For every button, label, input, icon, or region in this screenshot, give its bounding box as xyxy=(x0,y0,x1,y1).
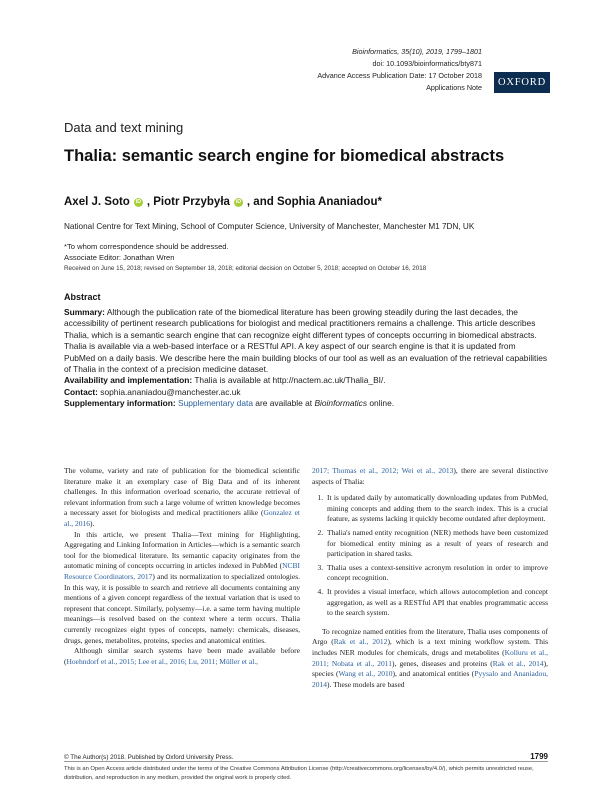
summary-text: Although the publication rate of the biomedical literature has been growing steadily during the last decades, the accessibility of pertinent research publications for biologist and medical practitioners remains a challenge. This article describes Thalia, which is a semantic search engine that can recognize eight different types of concepts occurring in biomedical abstracts. Thalia is available via a web-based interface or a RESTful API. A key aspect of our search engine is that it is updated from PubMed on a daily basis. We describe here the main building blocks of our tool as well as an evaluation of the retrieval capabilities of Thalia in the context of a precision medicine dataset. xyxy=(64,307,548,375)
citation-link[interactable]: Wang et al., 2010 xyxy=(338,669,393,679)
correspondence-note: *To whom correspondence should be addressed. xyxy=(64,242,229,251)
list-item: 3. Thalia uses a context-sensitive acronym resolution in order to improve concept recognition. xyxy=(325,563,548,584)
journal-header xyxy=(317,46,482,94)
continued-paragraph xyxy=(312,466,548,487)
right-column xyxy=(312,466,548,690)
list-item: 2. Thalia's named entity recognition (NER) methods have been customized for biomedical entity mining as a result of years of research and participation in shared tasks. xyxy=(325,528,548,560)
body-text: ), there are several distinctive aspects of Thalia: xyxy=(312,466,549,486)
intro-paragraph-2 xyxy=(64,530,300,647)
ner-paragraph xyxy=(312,627,548,691)
citation-link[interactable]: Rak et al., 2012 xyxy=(333,637,388,647)
abstract-supplementary xyxy=(64,398,548,409)
left-column xyxy=(64,466,300,667)
list-item: 4. It provides a visual interface, which allows autocompletion and concept aggregation, as well as a RESTful API that enables programmatic access to the search system. xyxy=(325,587,548,619)
citation-link[interactable]: Hoehndorf et al., 2015; Lee et al., 2016; Lu, 2011; Müller et al., xyxy=(66,656,259,666)
section-label: Data and text mining xyxy=(64,120,184,135)
feature-list xyxy=(312,493,548,619)
page-number: 1799 xyxy=(530,752,548,761)
orcid-icon[interactable]: iD xyxy=(135,198,142,205)
abstract-contact xyxy=(64,387,548,398)
body-text: ), and anatomical entities ( xyxy=(392,669,475,679)
author-przybyla: , Piotr Przybyła xyxy=(146,196,230,208)
received-dates: Received on June 15, 2018; revised on September 18, 2018; editorial decision on October 5, 2018; accepted on October 16, 2018 xyxy=(64,265,427,272)
abstract-availability xyxy=(64,375,548,386)
citation-link[interactable]: Kolluru et al., 2011; Nobata et al., 2011 xyxy=(312,647,548,668)
citation-link[interactable]: NCBI Resource Coordinators, 2017 xyxy=(64,561,300,581)
availability-text: Thalia is available at http://nactem.ac.uk/Thalia_BI/. xyxy=(192,375,386,386)
availability-label: Availability and implementation: xyxy=(64,375,193,386)
author-ananiadou: , and Sophia Ananiadou* xyxy=(246,196,382,208)
supplementary-label: Supplementary information: xyxy=(64,398,176,409)
supplementary-link[interactable]: Supplementary data xyxy=(178,398,253,409)
body-text: ), which is a text mining workflow system. This includes NER modules for chemicals, drugs and metabolites ( xyxy=(312,637,548,657)
intro-text: Although similar search systems have been made available before ( xyxy=(64,646,300,666)
citation-link[interactable]: Rak et al., 2014 xyxy=(492,658,544,668)
affiliation: National Centre for Text Mining, School of Computer Science, University of Manchester, Manchester M1 7DN, UK xyxy=(64,222,475,231)
citation-link[interactable]: Gonzalez et al., 2016 xyxy=(64,508,300,528)
intro-paragraph-3 xyxy=(64,646,300,667)
paper-title: Thalia: semantic search engine for biomedical abstracts xyxy=(64,147,505,165)
orcid-icon[interactable]: iD xyxy=(235,198,242,205)
journal-citation: Bioinformatics, 35(10), 2019, 1799–1801 xyxy=(352,47,482,56)
list-item: 1. It is updated daily by automatically downloading updates from PubMed, mining concepts and adding them to the search index. This is a crucial feature, as systems lacking it quickly become outdated after deployment. xyxy=(325,493,548,525)
supplementary-end: online. xyxy=(367,398,395,409)
journal-name: Bioinformatics xyxy=(314,398,368,409)
body-text: ), genes, diseases and proteins ( xyxy=(392,658,493,668)
doi[interactable]: doi: 10.1093/bioinformatics/bty871 xyxy=(372,59,482,68)
abstract-summary xyxy=(64,307,548,375)
summary-label: Summary: xyxy=(64,307,105,317)
article-type: Applications Note xyxy=(426,83,482,92)
citation-link[interactable]: 2017; Thomas et al., 2012; Wei et al., 2013 xyxy=(312,466,454,475)
author-list xyxy=(64,196,382,208)
body-text: ), species ( xyxy=(312,658,548,679)
intro-text: The volume, variety and rate of publication for the biomedical scientific literature make it an exemplary case of Big Data and of its inherent challenges. In this information overload scenario, the accurate retrieval of relevant information from such a large volume of written knowledge becomes a necessary asset for biologists and medical practitioners alike ( xyxy=(64,466,300,518)
contact-email[interactable]: sophia.ananiadou@manchester.ac.uk xyxy=(97,386,241,397)
citation-link[interactable]: Pyysalo and Ananiadou, 2014 xyxy=(312,669,549,689)
intro-text-end: ). xyxy=(90,518,95,528)
body-text: ). These models are based xyxy=(327,679,405,689)
intro-paragraph-1 xyxy=(64,466,300,530)
license-text: This is an Open Access article distributed under the terms of the Creative Commons Attribution License (http://creativecommons.org/licenses/by/4.0/), which permits unrestricted reuse, distribution, and reproduction in any medium, provided the original work is properly cited. xyxy=(64,766,534,781)
body-text: To recognize named entities from the literature, Thalia uses components of Argo ( xyxy=(312,626,548,647)
abstract-body xyxy=(64,307,548,410)
oxford-logo: OXFORD xyxy=(494,72,550,93)
contact-label: Contact: xyxy=(64,386,98,397)
intro-text: In this article, we present Thalia—Text mining for Highlighting, Aggregating and Linking Information in Articles—which is a semantic search tool for the biomedical literature. Its semantic capacity originates from the automatic mining of concepts occurring in articles indexed in PubMed ( xyxy=(64,529,300,571)
author-soto: Axel J. Soto xyxy=(64,196,130,208)
copyright-notice: © The Author(s) 2018. Published by Oxford University Press. xyxy=(64,754,234,761)
publication-date: Advance Access Publication Date: 17 October 2018 xyxy=(317,71,482,80)
supplementary-text: are available at xyxy=(252,398,315,409)
footer-divider xyxy=(64,761,548,762)
abstract-heading: Abstract xyxy=(64,292,101,302)
correspondence-block xyxy=(64,241,229,263)
intro-text: ) and its normalization to specialized ontologies. In this way, it is possible to search and retrieve all documents containing any mentions of a given concept regardless of the textual variation that is used to represent that concept. Similarly, polysemy—i.e. a same term having multiple meanings—is resolved based on the context where a term occurs. Thalia currently recognizes eight types of concepts, namely: chemicals, diseases, drugs, genes, metabolites, proteins, species and anatomical entities. xyxy=(64,571,300,645)
associate-editor: Associate Editor: Jonathan Wren xyxy=(64,253,175,262)
